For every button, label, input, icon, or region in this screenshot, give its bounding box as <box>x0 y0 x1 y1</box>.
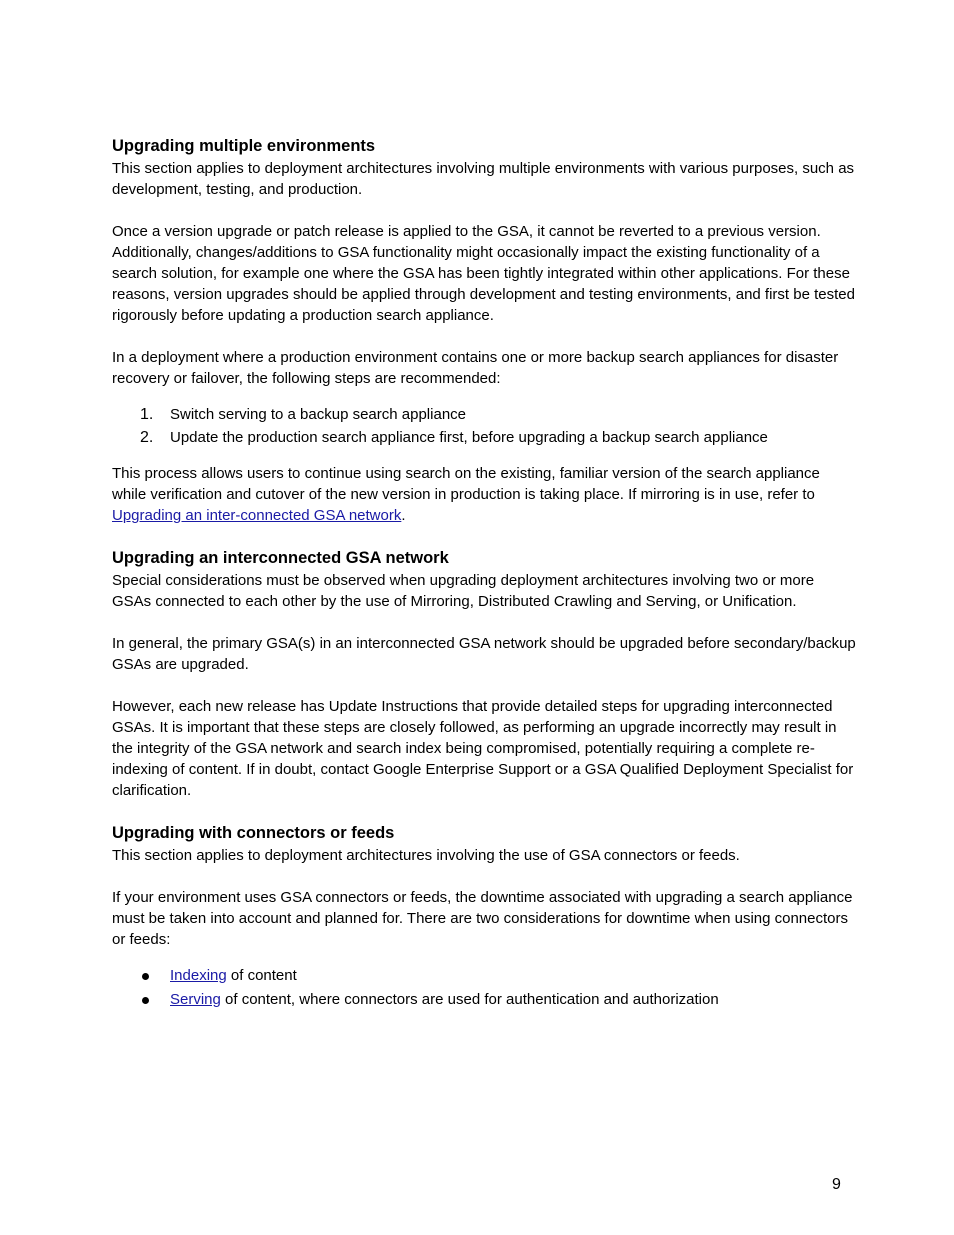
paragraph: However, each new release has Update Instructions that provide detailed steps for upgrading interconnected GSAs. It is important that these steps are closely followed, as performing an upgrade incorrectly may result in the integrity of the GSA network and search index being compromised, potentially requiring a complete re-indexing of content. If in doubt, contact Google Enterprise Support or a GSA Qualified Deployment Specialist for clarification. <box>112 698 854 799</box>
paragraph: In a deployment where a production environment contains one or more backup search appliances for disaster recovery or failover, the following steps are recommended: <box>112 349 839 387</box>
list-item-text: of content, where connectors are used for authentication and authorization <box>220 991 719 1008</box>
downtime-considerations-list <box>112 964 857 1012</box>
list-item <box>112 988 857 1012</box>
paragraph: This section applies to deployment architectures involving multiple environments with various purposes, such as development, testing, and production. <box>112 160 855 198</box>
list-item-text: Switch serving to a backup search appliance <box>170 406 467 423</box>
paragraph-text: This process allows users to continue using search on the existing, familiar version of the search appliance while verification and cutover of the new version in production is taking place. If mirroring is in use, refer to <box>112 465 820 503</box>
paragraph <box>112 463 857 526</box>
list-number: 2. <box>140 429 154 446</box>
list-item-text: Update the production search appliance first, before upgrading a backup search appliance <box>170 429 768 446</box>
paragraph: If your environment uses GSA connectors or feeds, the downtime associated with upgrading a search appliance must be taken into account and planned for. There are two considerations for downtime when using connectors or feeds: <box>112 889 853 948</box>
list-item <box>112 426 857 449</box>
section-heading-interconnected-gsa-network: Upgrading an interconnected GSA network <box>112 549 449 567</box>
paragraph: This section applies to deployment architectures involving the use of GSA connectors or feeds. <box>112 847 740 864</box>
section-heading-connectors-or-feeds: Upgrading with connectors or feeds <box>112 824 395 842</box>
paragraph: Special considerations must be observed when upgrading deployment architectures involving two or more GSAs connected to each other by the use of Mirroring, Distributed Crawling and Serving, or Unification. <box>112 572 815 610</box>
link-indexing[interactable]: Indexing <box>170 967 227 984</box>
paragraph-text: . <box>401 507 406 524</box>
bullet-icon <box>142 973 149 980</box>
page-content <box>112 134 857 1012</box>
list-item <box>112 403 857 426</box>
link-serving[interactable]: Serving <box>170 991 221 1008</box>
list-item-text: of content <box>226 967 297 984</box>
link-upgrading-inter-connected-gsa-network[interactable]: Upgrading an inter-connected GSA network <box>112 507 402 524</box>
recommended-steps-list <box>112 403 857 449</box>
list-number: 1. <box>140 406 154 423</box>
paragraph: In general, the primary GSA(s) in an interconnected GSA network should be upgraded before secondary/backup GSAs are upgraded. <box>112 635 856 673</box>
paragraph: Once a version upgrade or patch release is applied to the GSA, it cannot be reverted to a previous version. Additionally, changes/additions to GSA functionality might occasionally impact the existing functionality of a search solution, for example one where the GSA has been tightly integrated within other applications. For these reasons, version upgrades should be applied through development and testing environments, and first be tested rigorously before updating a production search appliance. <box>112 223 855 324</box>
section-heading-multiple-environments: Upgrading multiple environments <box>112 137 376 155</box>
bullet-icon <box>142 997 149 1004</box>
list-item <box>112 964 857 988</box>
page-number: 9 <box>832 1176 841 1193</box>
